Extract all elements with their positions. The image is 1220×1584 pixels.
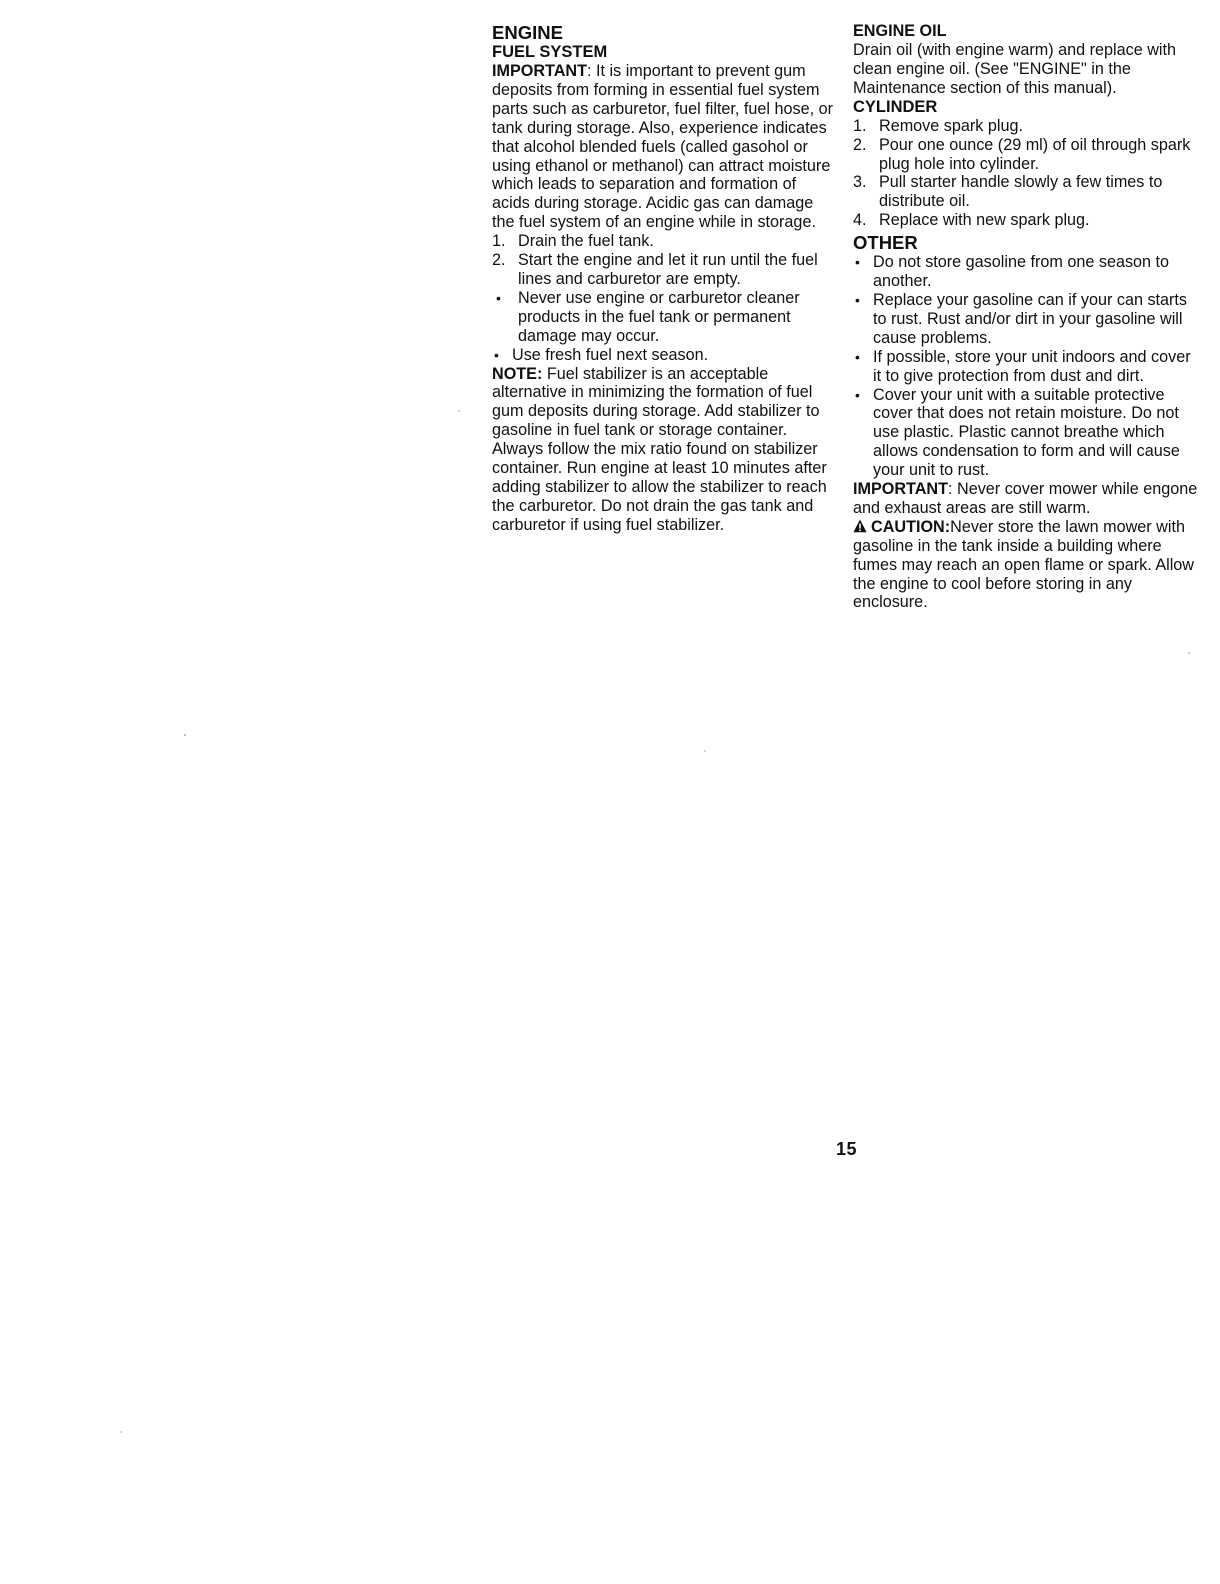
list-item [853, 173, 1198, 211]
note-label: NOTE: [492, 364, 543, 383]
list-item [492, 251, 837, 289]
bullet-icon: • [494, 346, 499, 363]
step-text: Start the engine and let it run until the fuel lines and carburetor are empty. [518, 251, 818, 288]
important-text: : It is important to prevent gum deposits from forming in essential fuel system parts such as carburetor, fuel filter, fuel hose, or tank during storage. Also, experience indicates that alcohol blended fuels (called gasohol or using ethanol or methanol) can attract moisture which leads to separation and formation of acids during storage. Acidic gas can damage the fuel system of an engine while in storage. [492, 62, 834, 232]
bullet-text: Replace your gasoline can if your can starts to rust. Rust and/or dirt in your gasoline will cause problems. [873, 290, 1188, 347]
note-paragraph [492, 365, 837, 535]
list-item [492, 289, 837, 346]
page-number: 15 [836, 1139, 858, 1159]
left-column [492, 22, 837, 535]
caution-paragraph [853, 518, 1198, 613]
list-item [492, 346, 837, 365]
scan-speck [704, 750, 706, 752]
step-number: 2. [853, 135, 867, 154]
scan-speck [458, 410, 460, 412]
bullet-icon: • [496, 289, 501, 306]
list-item [492, 232, 837, 251]
step-text: Replace with new spark plug. [879, 211, 1090, 230]
step-text: Pull starter handle slowly a few times to distribute oil. [879, 173, 1163, 211]
list-item [853, 136, 1198, 174]
bullet-text: If possible, store your unit indoors and cover it to give protection from dust and dirt. [873, 347, 1191, 385]
important-label: IMPORTANT [853, 480, 949, 499]
list-item [853, 253, 1198, 291]
list-item [853, 386, 1198, 481]
fuel-system-bullets [492, 289, 837, 365]
list-item [853, 291, 1198, 348]
step-text: Pour one ounce (29 ml) of oil through spark plug hole into cylinder. [879, 135, 1191, 173]
step-number: 1. [492, 232, 506, 251]
scan-speck [1188, 652, 1190, 654]
bullet-icon: • [855, 386, 860, 403]
bullet-text: Do not store gasoline from one season to another. [873, 253, 1170, 291]
fuel-system-important-paragraph [492, 62, 837, 232]
engine-oil-paragraph: Drain oil (with engine warm) and replace with clean engine oil. (See "ENGINE" in the Maintenance section of this manual). [853, 41, 1176, 97]
bullet-icon: • [855, 291, 860, 308]
other-heading: OTHER [853, 232, 918, 254]
warning-triangle-icon [853, 519, 867, 533]
important-label: IMPORTANT [492, 62, 588, 80]
important-text: : Never cover mower while engone and exhaust areas are still warm. [853, 480, 1198, 517]
fuel-system-steps [492, 232, 837, 289]
bullet-text: Cover your unit with a suitable protective cover that does not retain moisture. Do not use plastic. Plastic cannot breathe which allows condensation to form and will cause your unit to rust. [873, 385, 1180, 480]
step-text: Remove spark plug. [879, 116, 1023, 135]
cylinder-steps [853, 117, 1198, 230]
step-number: 3. [853, 173, 867, 192]
storage-important-paragraph [853, 480, 1198, 518]
step-number: 1. [853, 116, 867, 135]
bullet-icon: • [855, 348, 860, 365]
caution-text: Never store the lawn mower with gasoline in the tank inside a building where fumes may reach an open flame or spark. Allow the engine to cool before storing in any enclosure. [853, 517, 1194, 612]
step-number: 4. [853, 211, 867, 230]
engine-heading: ENGINE [492, 22, 563, 43]
bullet-text: Never use engine or carburetor cleaner products in the fuel tank or permanent damage may occur. [518, 288, 800, 345]
list-item [853, 348, 1198, 386]
fuel-system-heading: FUEL SYSTEM [492, 43, 608, 61]
scan-speck [120, 1431, 122, 1433]
step-text: Drain the fuel tank. [518, 232, 654, 251]
engine-oil-heading: ENGINE OIL [853, 22, 947, 40]
list-item [853, 117, 1198, 136]
note-text: Fuel stabilizer is an acceptable alternative in minimizing the formation of fuel gum deposits during storage. Add stabilizer to gasoline in fuel tank or storage container. Always follow the mix ratio found on stabilizer container. Run engine at least 10 minutes after adding stabilizer to allow the stabilizer to reach the carburetor. Do not drain the gas tank and carburetor if using fuel stabilizer. [492, 364, 827, 534]
bullet-icon: • [855, 254, 860, 271]
right-column [853, 22, 1198, 612]
scan-speck [184, 734, 186, 736]
bullet-text: Use fresh fuel next season. [512, 345, 709, 364]
step-number: 2. [492, 251, 506, 270]
list-item [853, 211, 1198, 230]
other-bullets [853, 253, 1198, 480]
caution-label: CAUTION: [871, 517, 951, 536]
cylinder-heading: CYLINDER [853, 97, 938, 116]
